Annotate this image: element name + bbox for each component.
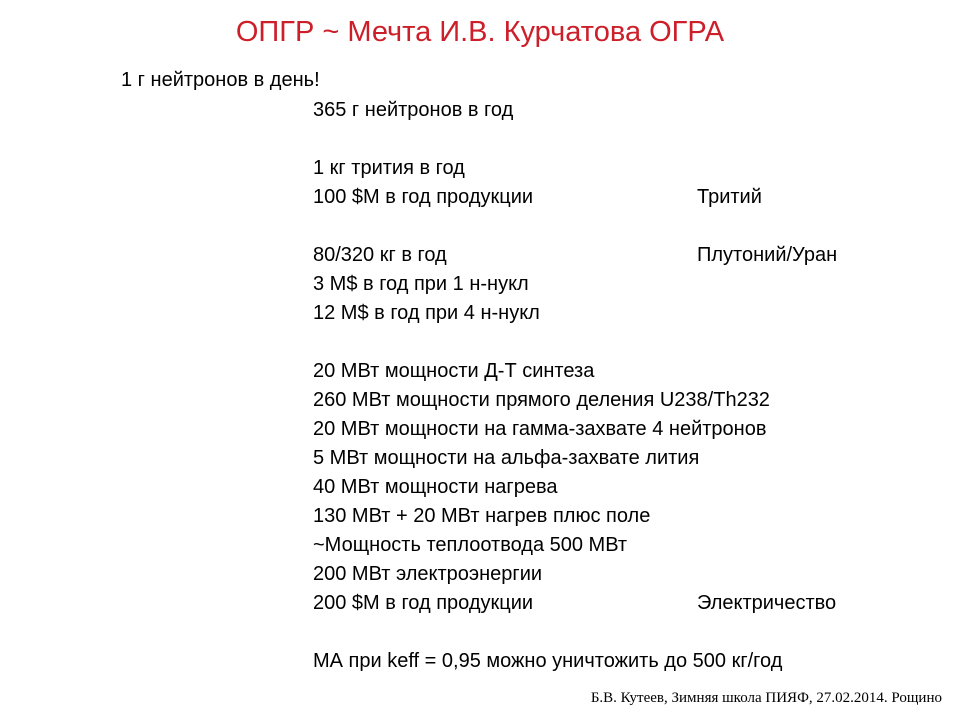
content-line xyxy=(313,560,933,589)
content-line xyxy=(313,183,933,212)
content-line-text: 365 г нейтронов в год xyxy=(313,99,514,121)
content-line-text: 12 M$ в год при 4 н-нукл xyxy=(313,302,540,324)
product-tag: Плутоний/Уран xyxy=(697,244,838,266)
content-line-text: 20 МВт мощности на гамма-захвате 4 нейтронов xyxy=(313,418,767,440)
content-line-text: 260 МВт мощности прямого деления U238/Th232 xyxy=(313,389,770,411)
content-line xyxy=(313,647,933,676)
content-line xyxy=(313,270,933,299)
footer-citation: Б.В. Кутеев, Зимняя школа ПИЯФ, 27.02.2014. Рощино xyxy=(590,690,942,706)
content-line xyxy=(313,531,933,560)
content-line-text: 3 M$ в год при 1 н-нукл xyxy=(313,273,529,295)
content-line-text: ~Мощность теплоотвода 500 МВт xyxy=(313,534,628,556)
content-line xyxy=(313,154,933,183)
blank-line xyxy=(313,212,933,241)
content-line-text: 130 МВт + 20 МВт нагрев плюс поле xyxy=(313,505,651,527)
content-line xyxy=(313,241,933,270)
slide-title: ОПГР ~ Мечта И.В. Курчатова ОГРА xyxy=(235,16,725,48)
content-line-text: 5 МВт мощности на альфа-захвате лития xyxy=(313,447,700,469)
content-line xyxy=(313,357,933,386)
content-line-text: 1 кг трития в год xyxy=(313,157,465,179)
content-block xyxy=(313,96,933,676)
content-line-text: 100 $M в год продукции xyxy=(313,186,534,208)
content-line-text: 200 $M в год продукции xyxy=(313,592,534,614)
intro-line: 1 г нейтронов в день! xyxy=(121,69,320,91)
content-line-text: 20 МВт мощности Д-Т синтеза xyxy=(313,360,595,382)
content-line xyxy=(313,415,933,444)
product-tag: Тритий xyxy=(697,186,762,208)
content-line xyxy=(313,473,933,502)
content-line-text: МА при keff = 0,95 можно уничтожить до 500 кг/год xyxy=(313,650,783,672)
content-line xyxy=(313,386,933,415)
content-line xyxy=(313,589,933,618)
content-line xyxy=(313,444,933,473)
content-line xyxy=(313,502,933,531)
blank-line xyxy=(313,328,933,357)
content-line xyxy=(313,96,933,125)
content-line-text: 80/320 кг в год xyxy=(313,244,447,266)
blank-line xyxy=(313,618,933,647)
content-line-text: 40 МВт мощности нагрева xyxy=(313,476,558,498)
content-line-text: 200 МВт электроэнергии xyxy=(313,563,543,585)
content-line xyxy=(313,299,933,328)
blank-line xyxy=(313,125,933,154)
product-tag: Электричество xyxy=(697,592,837,614)
